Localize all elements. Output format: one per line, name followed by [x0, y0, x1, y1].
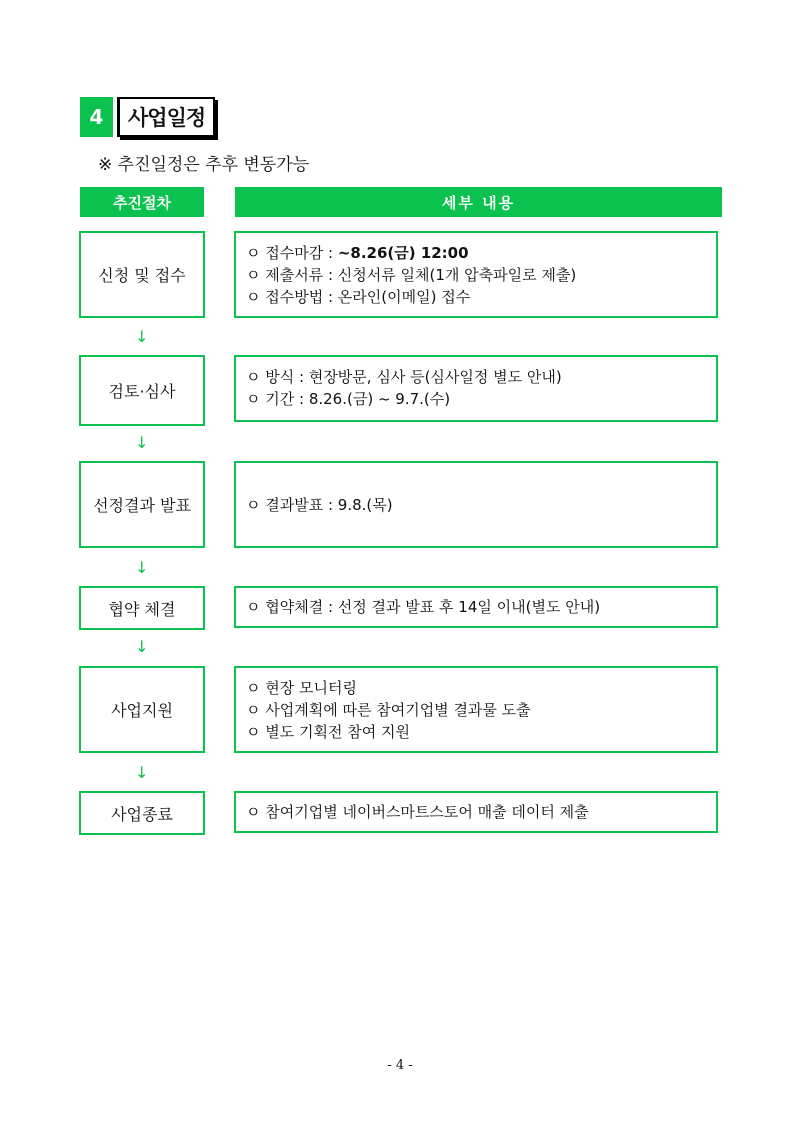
flow-arrow: ↓	[135, 558, 149, 577]
detail-line: ㅇ 접수방법 : 온라인(이메일) 접수	[246, 288, 471, 306]
detail-completion	[234, 791, 718, 833]
step-review: 검토·심사	[79, 355, 205, 426]
step-application: 신청 및 접수	[79, 231, 205, 318]
section-title: 사업일정	[117, 97, 215, 137]
detail-review	[234, 355, 718, 422]
section-heading	[80, 97, 215, 137]
detail-application	[234, 231, 718, 318]
header-details: 세부 내용	[235, 187, 722, 217]
header-procedure: 추진절차	[80, 187, 204, 217]
flow-arrow: ↓	[135, 327, 149, 346]
detail-line: ㅇ 접수마감 : ~8.26(금) 12:00	[246, 244, 469, 262]
detail-line: ㅇ 기간 : 8.26.(금) ~ 9.7.(수)	[246, 390, 451, 408]
detail-line: ㅇ 현장 모니터링	[246, 679, 357, 697]
detail-line: ㅇ 방식 : 현장방문, 심사 등(심사일정 별도 안내)	[246, 368, 562, 386]
step-announcement: 선정결과 발표	[79, 461, 205, 548]
step-agreement: 협약 체결	[79, 586, 205, 630]
detail-line: ㅇ 참여기업별 네이버스마트스토어 매출 데이터 제출	[246, 803, 589, 821]
step-completion: 사업종료	[79, 791, 205, 835]
flow-arrow: ↓	[135, 763, 149, 782]
section-number: 4	[80, 97, 113, 137]
detail-line: ㅇ 결과발표 : 9.8.(목)	[246, 495, 393, 514]
flow-arrow: ↓	[135, 637, 149, 656]
detail-line: ㅇ 사업계획에 따른 참여기업별 결과물 도출	[246, 701, 531, 719]
step-support: 사업지원	[79, 666, 205, 753]
schedule-note: ※ 추진일정은 추후 변동가능	[98, 155, 310, 175]
detail-line: ㅇ 제출서류 : 신청서류 일체(1개 압축파일로 제출)	[246, 266, 577, 284]
detail-line: ㅇ 별도 기획전 참여 지원	[246, 723, 410, 741]
flow-arrow: ↓	[135, 433, 149, 452]
detail-support	[234, 666, 718, 753]
detail-agreement	[234, 586, 718, 628]
detail-announcement	[234, 461, 718, 548]
detail-line: ㅇ 협약체결 : 선정 결과 발표 후 14일 이내(별도 안내)	[246, 598, 601, 616]
page-number: - 4 -	[387, 1058, 413, 1073]
